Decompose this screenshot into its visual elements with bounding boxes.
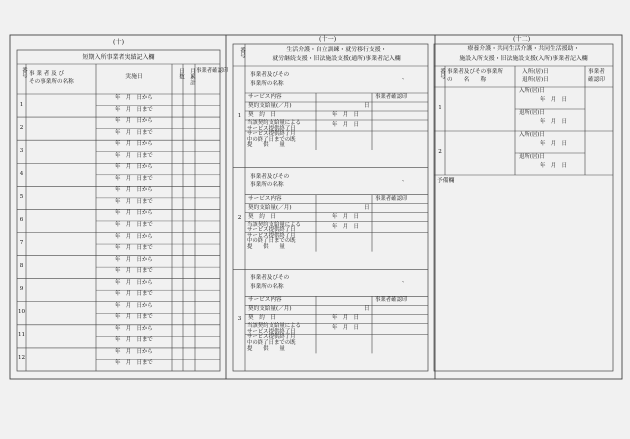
exit-ymd: 年 月 日: [540, 163, 567, 169]
service-label: サービス内容: [248, 94, 282, 100]
date-to-label: 年 月 日まで: [115, 106, 153, 113]
date-from-label: 年 月 日から: [115, 279, 153, 286]
section11-number: (十一): [319, 36, 337, 43]
comma-mark: 、: [402, 75, 408, 81]
end-ymd: 年 月 日: [332, 122, 359, 128]
date-from-label: 年 月 日から: [115, 141, 153, 148]
block-number: 1: [237, 112, 242, 119]
provider-label: 事業者及びその 事業所の名称: [250, 72, 290, 87]
header-provider: 事業者及びその事業所 の 名 称: [447, 69, 503, 83]
day-unit: 日: [364, 204, 370, 211]
date-from-label: 年 月 日から: [115, 187, 153, 194]
row-number: 7: [19, 240, 24, 247]
row-number: 8: [19, 263, 24, 270]
row-number: 4: [19, 170, 24, 177]
remarks-label: 予備欄: [437, 178, 455, 184]
date-to-label: 年 月 日まで: [115, 360, 153, 367]
exit-label: 退所(居)日: [519, 110, 545, 116]
row-number: 5: [19, 193, 24, 200]
comma-mark: 、: [402, 176, 408, 183]
contract-ymd: 年 月 日: [332, 213, 359, 220]
header-row-no: 番号: [21, 67, 27, 79]
existing-label: サービス提供終了月 中の終了日までの既 提 供 量: [247, 334, 296, 352]
section11-title-1: 生活介護・自立訓練・就労移行支援・: [286, 47, 387, 53]
confirm-label: 事業者確認印: [375, 195, 408, 202]
header-entry-exit: 入所(居)日 退所(居)日: [522, 69, 549, 83]
header-date: 実施日: [125, 74, 143, 80]
header-no: 番号: [239, 47, 245, 59]
date-from-label: 年 月 日から: [115, 164, 153, 171]
header-no: 番号: [439, 68, 445, 80]
section11-title-2: 就労継続支援・旧法施設支援(通所)事業者記入欄: [272, 56, 401, 62]
service-label: サービス内容: [248, 195, 282, 202]
entry-label: 入所(居)日: [519, 88, 545, 94]
section12-title-1: 療養介護・共同生活介護・共同生活援助・: [467, 46, 580, 52]
contract-ymd: 年 月 日: [332, 112, 359, 118]
date-to-label: 年 月 日まで: [115, 221, 153, 228]
service-label: サービス内容: [248, 297, 282, 304]
date-to-label: 年 月 日まで: [115, 337, 153, 344]
contract-ymd: 年 月 日: [332, 315, 359, 322]
header-days: 日数: [178, 68, 184, 80]
row-number: 6: [19, 216, 24, 223]
end-date-label: 当該契約支給量による サービス提供終了日: [247, 120, 301, 132]
block-number: 3: [237, 316, 242, 323]
row-number: 11: [17, 332, 26, 339]
section12-title-2: 施設入所支援・旧法施設支援(入所)事業者記入欄: [459, 56, 588, 62]
confirm-label: 事業者確認印: [375, 297, 408, 304]
date-to-label: 年 月 日まで: [115, 245, 153, 252]
date-to-label: 年 月 日まで: [115, 152, 153, 159]
date-to-label: 年 月 日まで: [115, 129, 153, 136]
existing-label: サービス提供終了月 中の終了日までの既 提 供 量: [247, 131, 296, 149]
date-from-label: 年 月 日から: [115, 118, 153, 125]
date-from-label: 年 月 日から: [115, 210, 153, 217]
block-number: 2: [438, 149, 442, 155]
end-date-label: 当該契約支給量による サービス提供終了日: [247, 221, 301, 234]
end-ymd: 年 月 日: [332, 325, 359, 332]
exit-ymd: 年 月 日: [540, 119, 567, 125]
entry-label: 入所(居)日: [519, 132, 545, 138]
row-number: 12: [17, 355, 26, 362]
row-number: 3: [19, 147, 24, 154]
day-unit: 日: [364, 103, 370, 109]
confirm-label: 事業者確認印: [375, 94, 408, 100]
date-to-label: 年 月 日まで: [115, 314, 153, 321]
end-ymd: 年 月 日: [332, 223, 359, 230]
section10-title: 短期入所事業者実績記入欄: [82, 54, 155, 61]
header-confirm: 事業者確認印: [196, 68, 229, 74]
row-number: 1: [19, 101, 24, 108]
existing-label: サービス提供終了月 中の終了日までの既 提 供 量: [247, 232, 296, 250]
entry-ymd: 年 月 日: [540, 97, 567, 103]
header-provider: 事 業 者 及 び その事業所の名称: [29, 71, 74, 86]
exit-label: 退所(居)日: [519, 154, 545, 160]
comma-mark: 、: [402, 278, 408, 285]
contract-date-label: 契 約 日: [248, 213, 276, 220]
date-to-label: 年 月 日まで: [115, 198, 153, 205]
section12-number: (十二): [513, 36, 531, 43]
block-number: 1: [438, 105, 442, 111]
date-to-label: 年 月 日まで: [115, 268, 153, 275]
block-number: 2: [237, 214, 242, 221]
row-number: 2: [19, 124, 24, 131]
contract-date-label: 契 約 日: [248, 315, 276, 322]
date-from-label: 年 月 日から: [115, 256, 153, 263]
provider-label: 事業者及びその 事業所の名称: [250, 275, 290, 290]
row-number: 9: [19, 286, 24, 293]
section10-number: (十): [113, 39, 125, 46]
contract-amount-label: 契約支給量(／月): [248, 204, 292, 211]
date-from-label: 年 月 日から: [115, 325, 153, 332]
date-from-label: 年 月 日から: [115, 95, 153, 101]
provider-label: 事業者及びその 事業所の名称: [250, 173, 290, 189]
day-unit: 日: [364, 306, 370, 313]
date-from-label: 年 月 日から: [115, 348, 153, 355]
header-monthly: 月累計: [189, 68, 195, 86]
entry-ymd: 年 月 日: [540, 141, 567, 147]
date-from-label: 年 月 日から: [115, 302, 153, 309]
contract-amount-label: 契約支給量(／月): [248, 306, 292, 313]
date-to-label: 年 月 日まで: [115, 291, 153, 298]
contract-date-label: 契 約 日: [248, 112, 276, 118]
end-date-label: 当該契約支給量による サービス提供終了日: [247, 323, 301, 335]
date-from-label: 年 月 日から: [115, 233, 153, 240]
contract-amount-label: 契約支給量(／月): [248, 103, 292, 109]
date-to-label: 年 月 日まで: [115, 175, 153, 182]
header-confirm: 事業者 確認印: [588, 69, 605, 83]
row-number: 10: [17, 309, 26, 316]
